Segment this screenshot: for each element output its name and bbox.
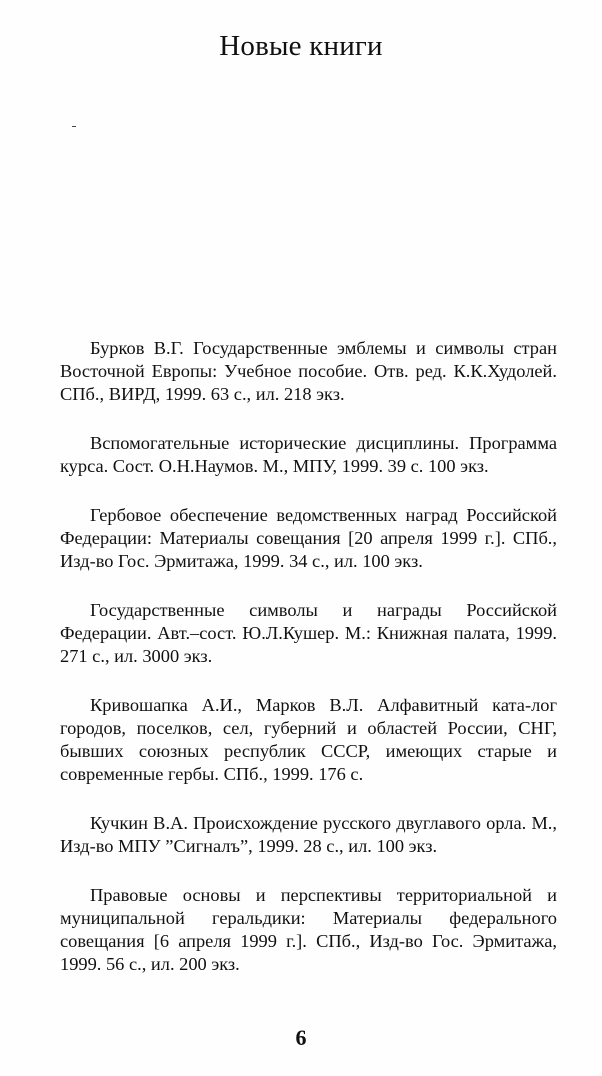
bibliography-entry: Кучкин В.А. Происхождение русского двуглавого орла. М., Изд-во МПУ ”Сигналъ”, 1999. 28 с., ил. 100 экз. — [60, 813, 557, 856]
bibliography-list — [60, 337, 557, 1002]
scan-mark — [72, 126, 76, 127]
bibliography-entry: Вспомогательные исторические дисциплины. Программа курса. Сост. О.Н.Наумов. М., МПУ, 1999. 39 с. 100 экз. — [60, 433, 557, 476]
page-title: Новые книги — [219, 30, 383, 62]
bibliography-entry: Бурков В.Г. Государственные эмблемы и символы стран Восточной Европы: Учебное пособие. Отв. ред. К.К.Худолей. СПб., ВИРД, 1999. 63 с., ил. 218 экз. — [60, 338, 557, 404]
bibliography-entry: Государственные символы и награды Российской Федерации. Авт.–сост. Ю.Л.Кушер. М.: Книжная палата, 1999. 271 с., ил. 3000 экз. — [60, 600, 557, 666]
bibliography-entry: Кривошапка А.И., Марков В.Л. Алфавитный ката-лог городов, поселков, сел, губерний и областей России, СНГ, бывших союзных республик СССР, имеющих старые и современные гербы. СПб., 1999. 176 с. — [60, 695, 557, 784]
bibliography-entry: Гербовое обеспечение ведомственных наград Российской Федерации: Материалы совещания [20 апреля 1999 г.]. СПб., Изд-во Гос. Эрмитажа, 1999. 34 с., ил. 100 экз. — [60, 505, 557, 571]
bibliography-entry: Правовые основы и перспективы территориальной и муниципальной геральдики: Материалы федерального совещания [6 апреля 1999 г.]. СПб., Изд-во Гос. Эрмитажа, 1999. 56 с., ил. 200 экз. — [60, 885, 557, 974]
page-number: 6 — [295, 1025, 307, 1050]
